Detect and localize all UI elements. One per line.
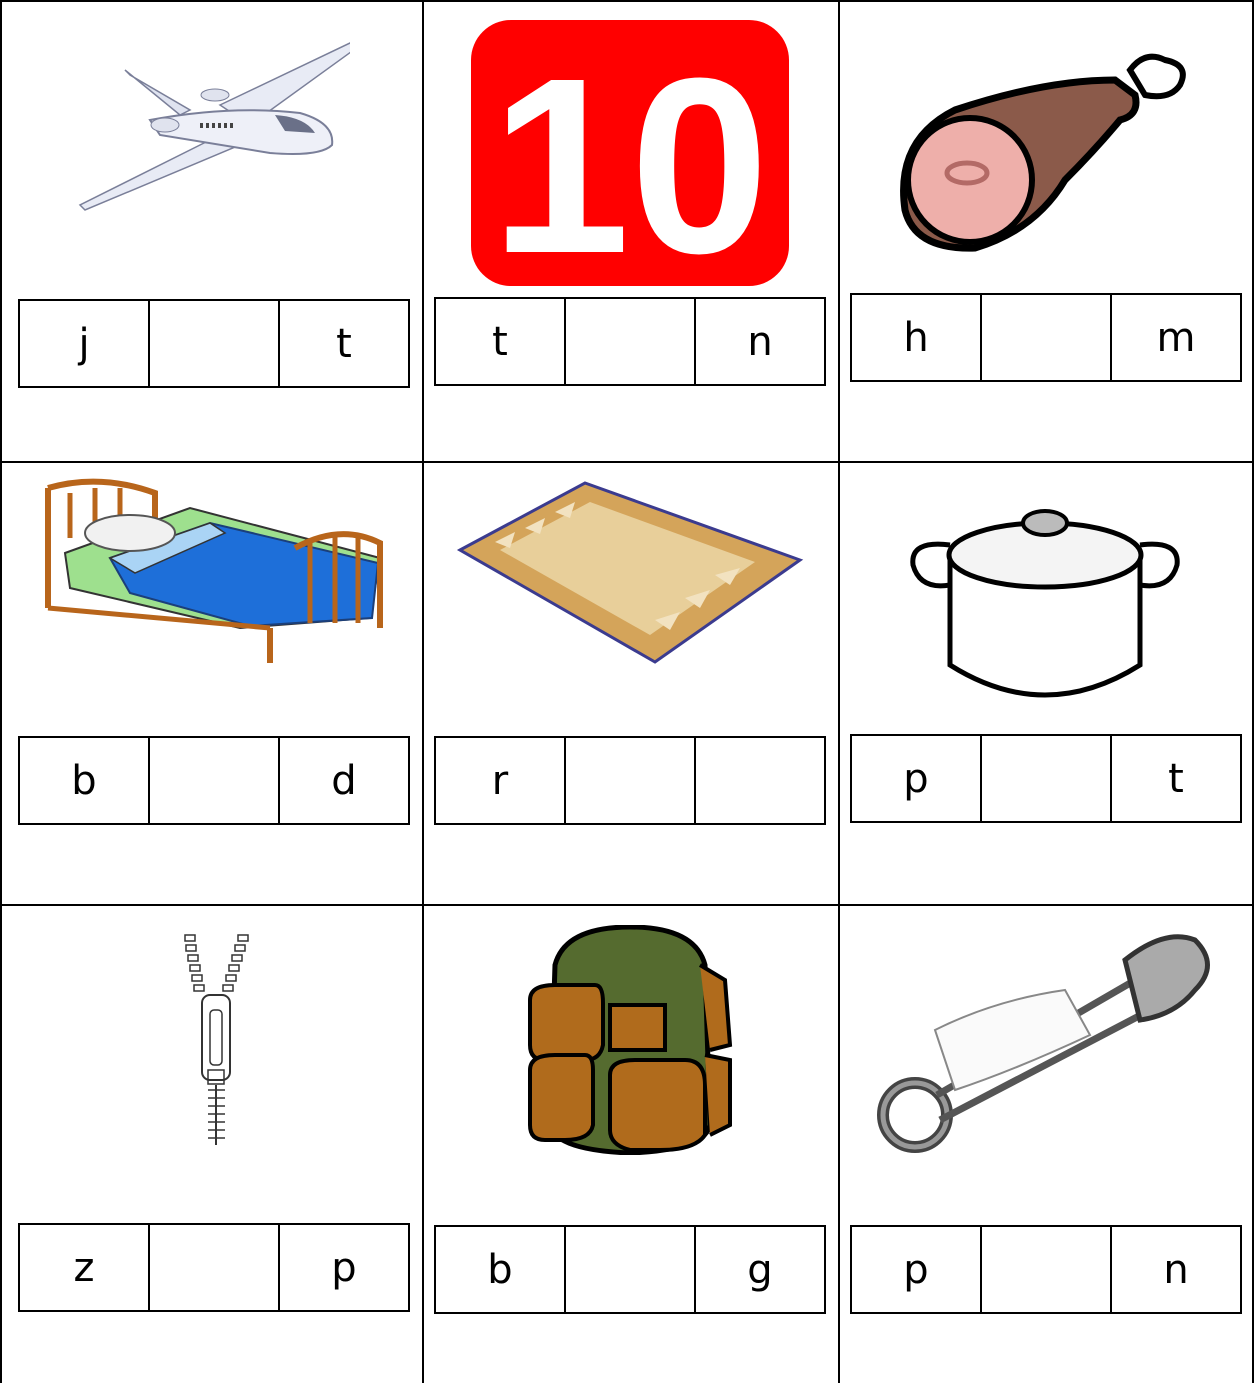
safety-pin-icon	[875, 920, 1215, 1155]
first-letter: z	[20, 1225, 150, 1310]
grid-line	[0, 0, 2, 1383]
first-letter: b	[436, 1227, 566, 1312]
first-letter: p	[852, 736, 982, 821]
ham-icon	[895, 40, 1195, 255]
letter-boxes	[850, 293, 1242, 382]
first-letter: b	[20, 738, 150, 823]
grid-line	[0, 461, 1254, 463]
last-letter: t	[1168, 755, 1184, 802]
rug-icon	[455, 480, 805, 665]
last-letter: p	[331, 1244, 357, 1291]
airplane-icon	[70, 35, 350, 215]
grid-line	[422, 0, 424, 1383]
grid-line	[0, 904, 1254, 906]
zipper-icon	[180, 930, 255, 1150]
number-ten-icon	[471, 20, 789, 286]
missing-letter-box[interactable]	[566, 1227, 696, 1312]
missing-letter-box[interactable]	[566, 738, 696, 823]
backpack-icon	[525, 925, 735, 1155]
last-letter: m	[1156, 314, 1196, 361]
letter-boxes	[850, 734, 1242, 823]
missing-letter-box[interactable]	[566, 299, 696, 384]
last-letter: g	[747, 1246, 773, 1293]
missing-letter-box[interactable]	[982, 295, 1112, 380]
first-letter: j	[20, 301, 150, 386]
letter-boxes	[18, 1223, 410, 1312]
grid-line	[0, 0, 1254, 2]
missing-letter-box[interactable]	[696, 738, 824, 823]
letter-boxes	[18, 736, 410, 825]
letter-boxes	[850, 1225, 1242, 1314]
first-letter: r	[436, 738, 566, 823]
missing-letter-box[interactable]	[982, 1227, 1112, 1312]
bed-icon	[40, 478, 385, 668]
number-label: 10	[490, 26, 770, 286]
first-letter: h	[852, 295, 982, 380]
letter-boxes	[434, 1225, 826, 1314]
first-letter: t	[436, 299, 566, 384]
letter-boxes	[18, 299, 410, 388]
pot-icon	[905, 495, 1185, 715]
missing-letter-box[interactable]	[150, 738, 280, 823]
missing-letter-box[interactable]	[150, 301, 280, 386]
first-letter: p	[852, 1227, 982, 1312]
last-letter: d	[331, 757, 357, 804]
last-letter: t	[336, 320, 352, 367]
missing-letter-box[interactable]	[150, 1225, 280, 1310]
grid-line	[838, 0, 840, 1383]
missing-letter-box[interactable]	[982, 736, 1112, 821]
letter-boxes	[434, 297, 826, 386]
last-letter: n	[1163, 1246, 1189, 1293]
letter-boxes	[434, 736, 826, 825]
last-letter: n	[747, 318, 773, 365]
